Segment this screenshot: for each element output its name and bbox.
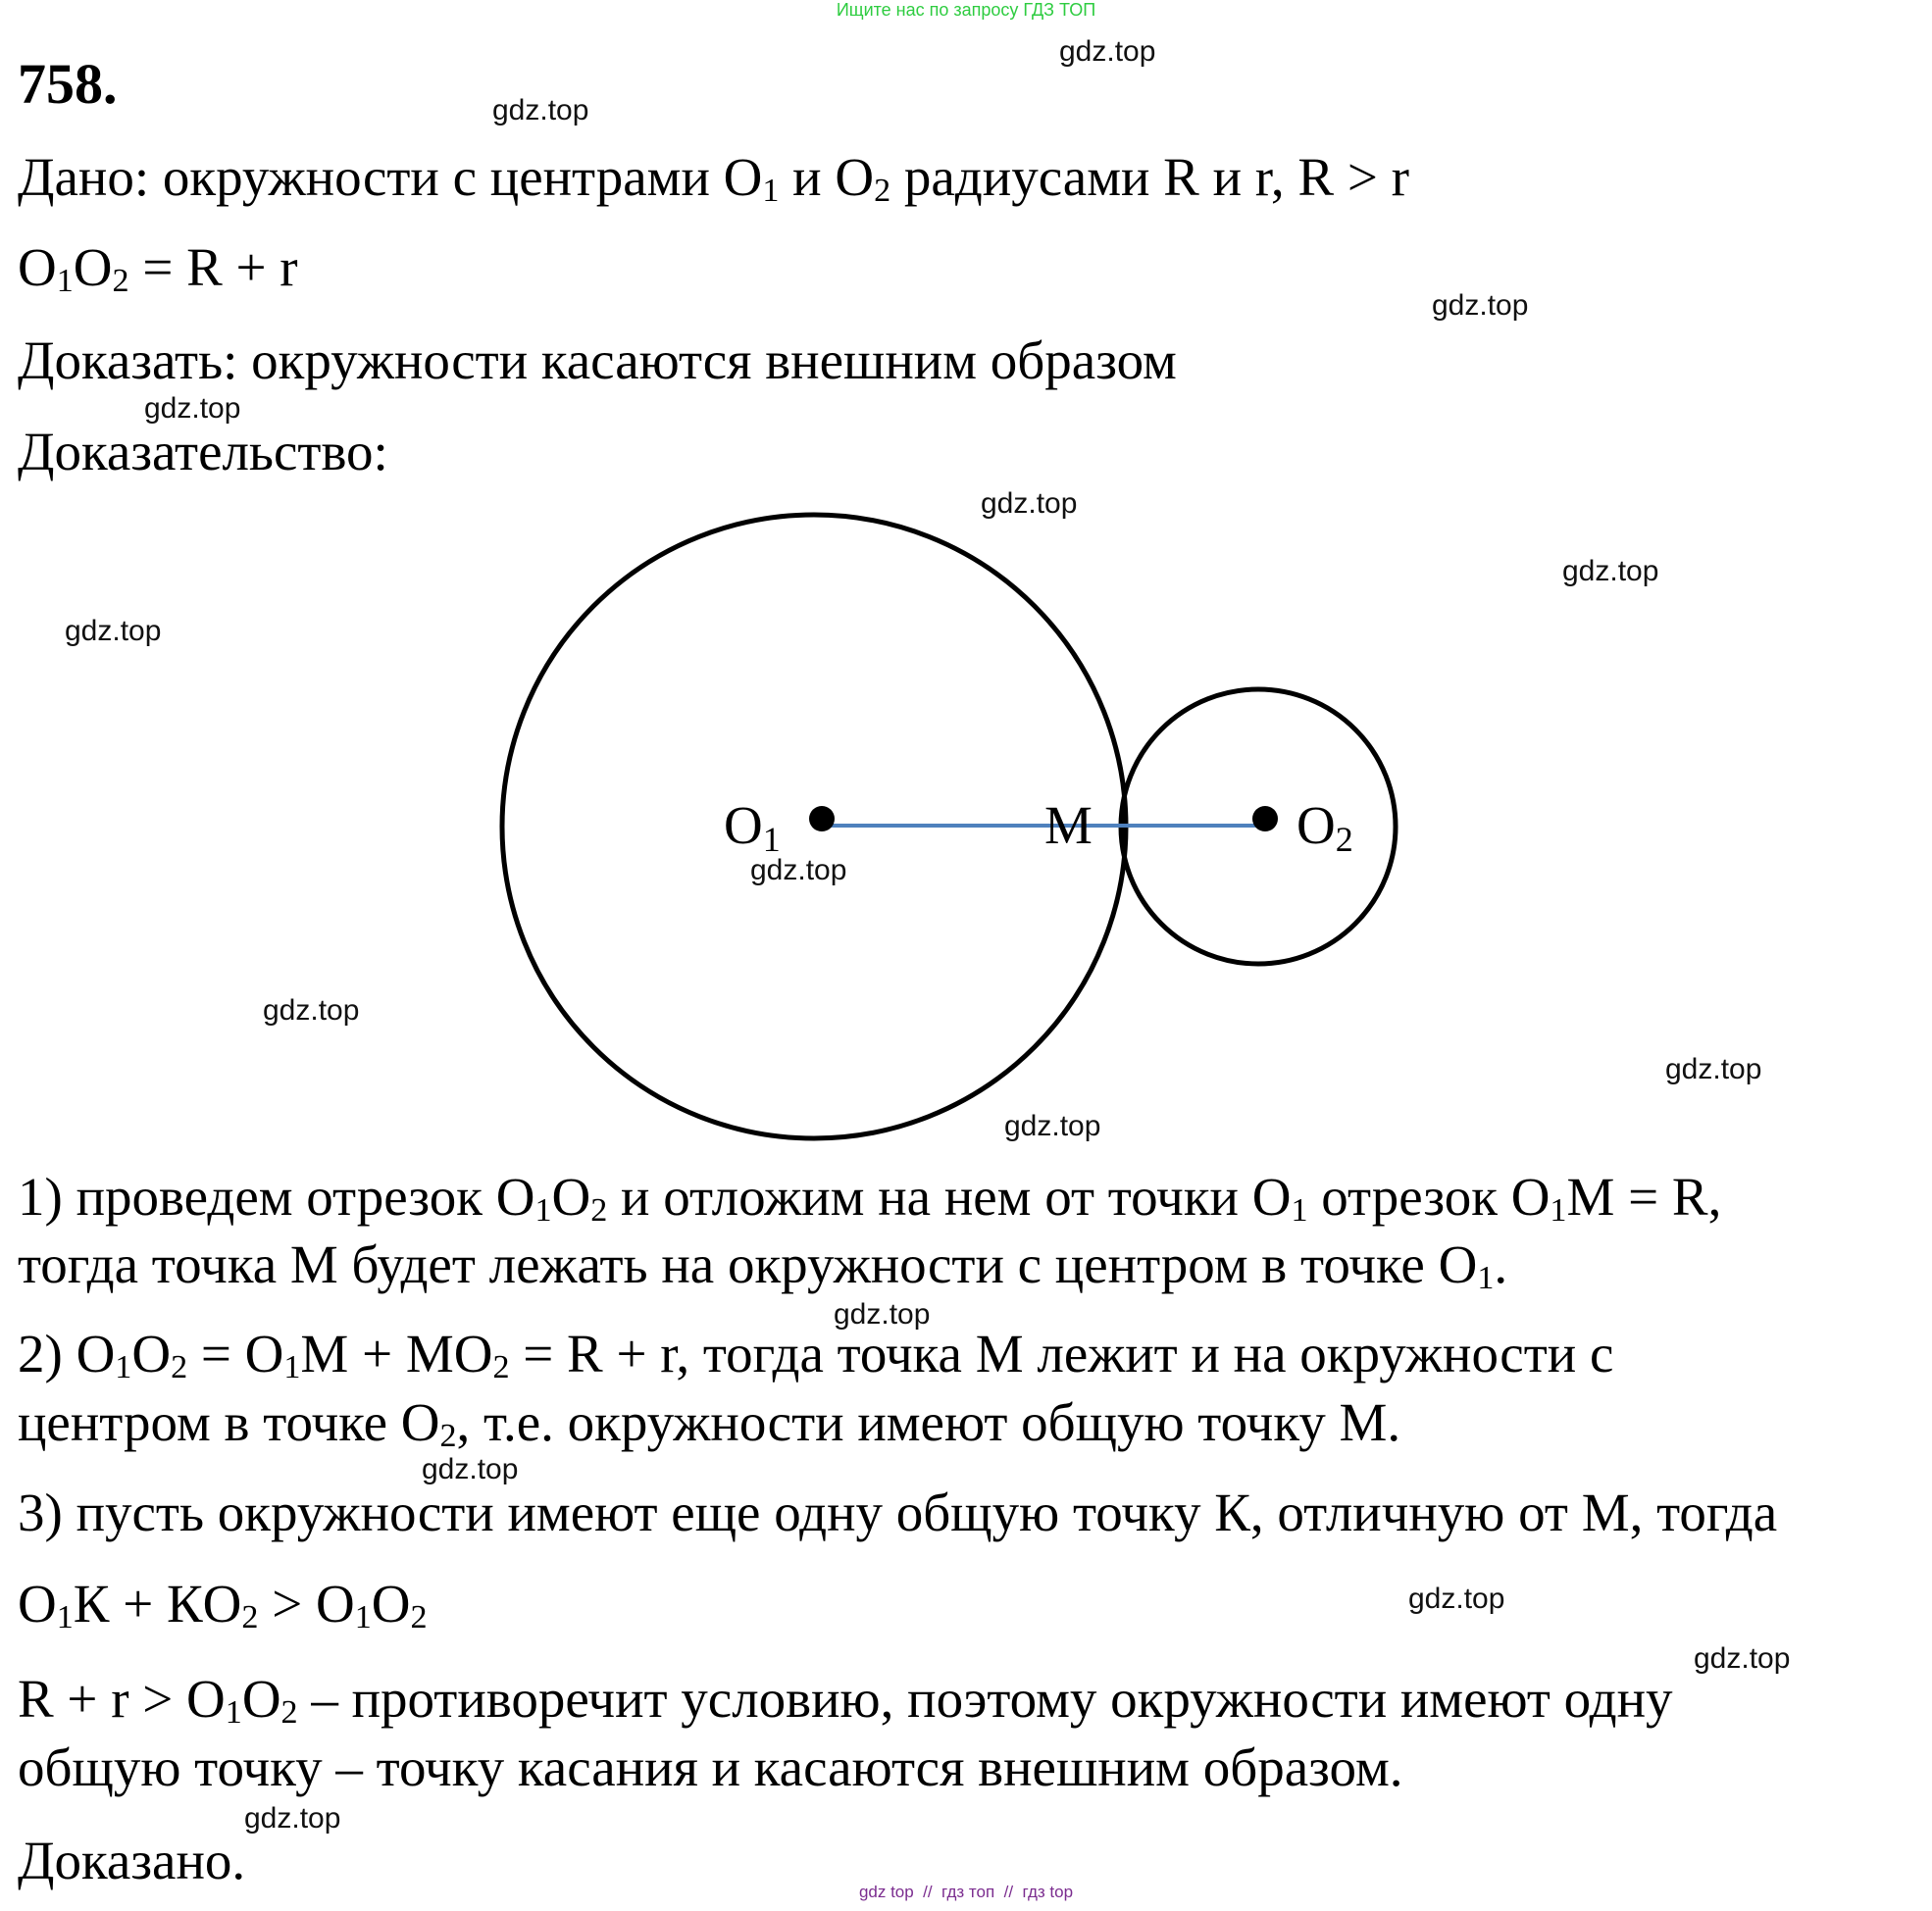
proof-heading: Доказательство: (18, 422, 388, 481)
conclusion: Доказано. (18, 1831, 246, 1890)
step3-line1: 3) пусть окружности имеют еще одну общую точку К, отличную от M, тогда (18, 1483, 1778, 1542)
label-o1: O1 (724, 795, 781, 859)
given-line-2: $O_1O_2 = R + r$ (18, 237, 298, 300)
watermark: gdz.top (244, 1802, 341, 1835)
footer-links[interactable]: gdz top // гдз топ // гдз top (858, 1883, 1074, 1901)
step3-line2: $O_1К + КO_2 > O_1O_2$ (18, 1574, 428, 1636)
watermark: gdz.top (1432, 289, 1529, 322)
step3-line3: $R + r > O_1O_2$ – противоречит условию, поэтому окружности имеют одну (18, 1669, 1673, 1732)
watermark: gdz.top (263, 994, 360, 1027)
label-m: M (1044, 795, 1093, 855)
watermark: gdz.top (1408, 1583, 1505, 1615)
watermark: gdz.top (1562, 555, 1659, 587)
point-o2 (1252, 806, 1278, 831)
point-o1 (809, 806, 835, 831)
step1-line2: тогда точка M будет лежать на окружности с центром в точке $O_1$. (18, 1234, 1508, 1297)
tangent-circles-diagram (0, 490, 1932, 1157)
watermark: gdz.top (492, 94, 589, 126)
top-banner[interactable]: Ищите нас по запросу ГДЗ ТОП (836, 0, 1096, 20)
watermark: gdz.top (981, 487, 1078, 520)
problem-number: 758. (18, 52, 118, 116)
prove-line: Доказать: окружности касаются внешним образом (18, 330, 1177, 390)
watermark: gdz.top (65, 615, 162, 647)
given-line-1: Дано: окружности с центрами $O_1$ и $O_2$ радиусами R и r, R > r (18, 147, 1409, 210)
watermark: gdz.top (1694, 1642, 1791, 1675)
watermark: gdz.top (750, 854, 847, 886)
watermark: gdz.top (1059, 35, 1156, 68)
watermark: gdz.top (1004, 1110, 1101, 1142)
step2-line1: 2) $O_1O_2 = O_1M + MO_2 = R + r$, тогда точка M лежит и на окружности с (18, 1324, 1614, 1386)
step3-line4: общую точку – точку касания и касаются внешним образом. (18, 1737, 1403, 1797)
step2-line2: центром в точке $O_2$, т.е. окружности имеют общую точку M. (18, 1392, 1401, 1455)
watermark: gdz.top (422, 1453, 519, 1485)
label-o2: O2 (1296, 795, 1353, 859)
watermark: gdz.top (834, 1298, 931, 1331)
watermark: gdz.top (144, 392, 241, 425)
watermark: gdz.top (1665, 1053, 1762, 1085)
step1-line1: 1) проведем отрезок $O_1O_2$ и отложим на нем от точки $O_1$ отрезок $O_1M = R$, (18, 1167, 1722, 1230)
